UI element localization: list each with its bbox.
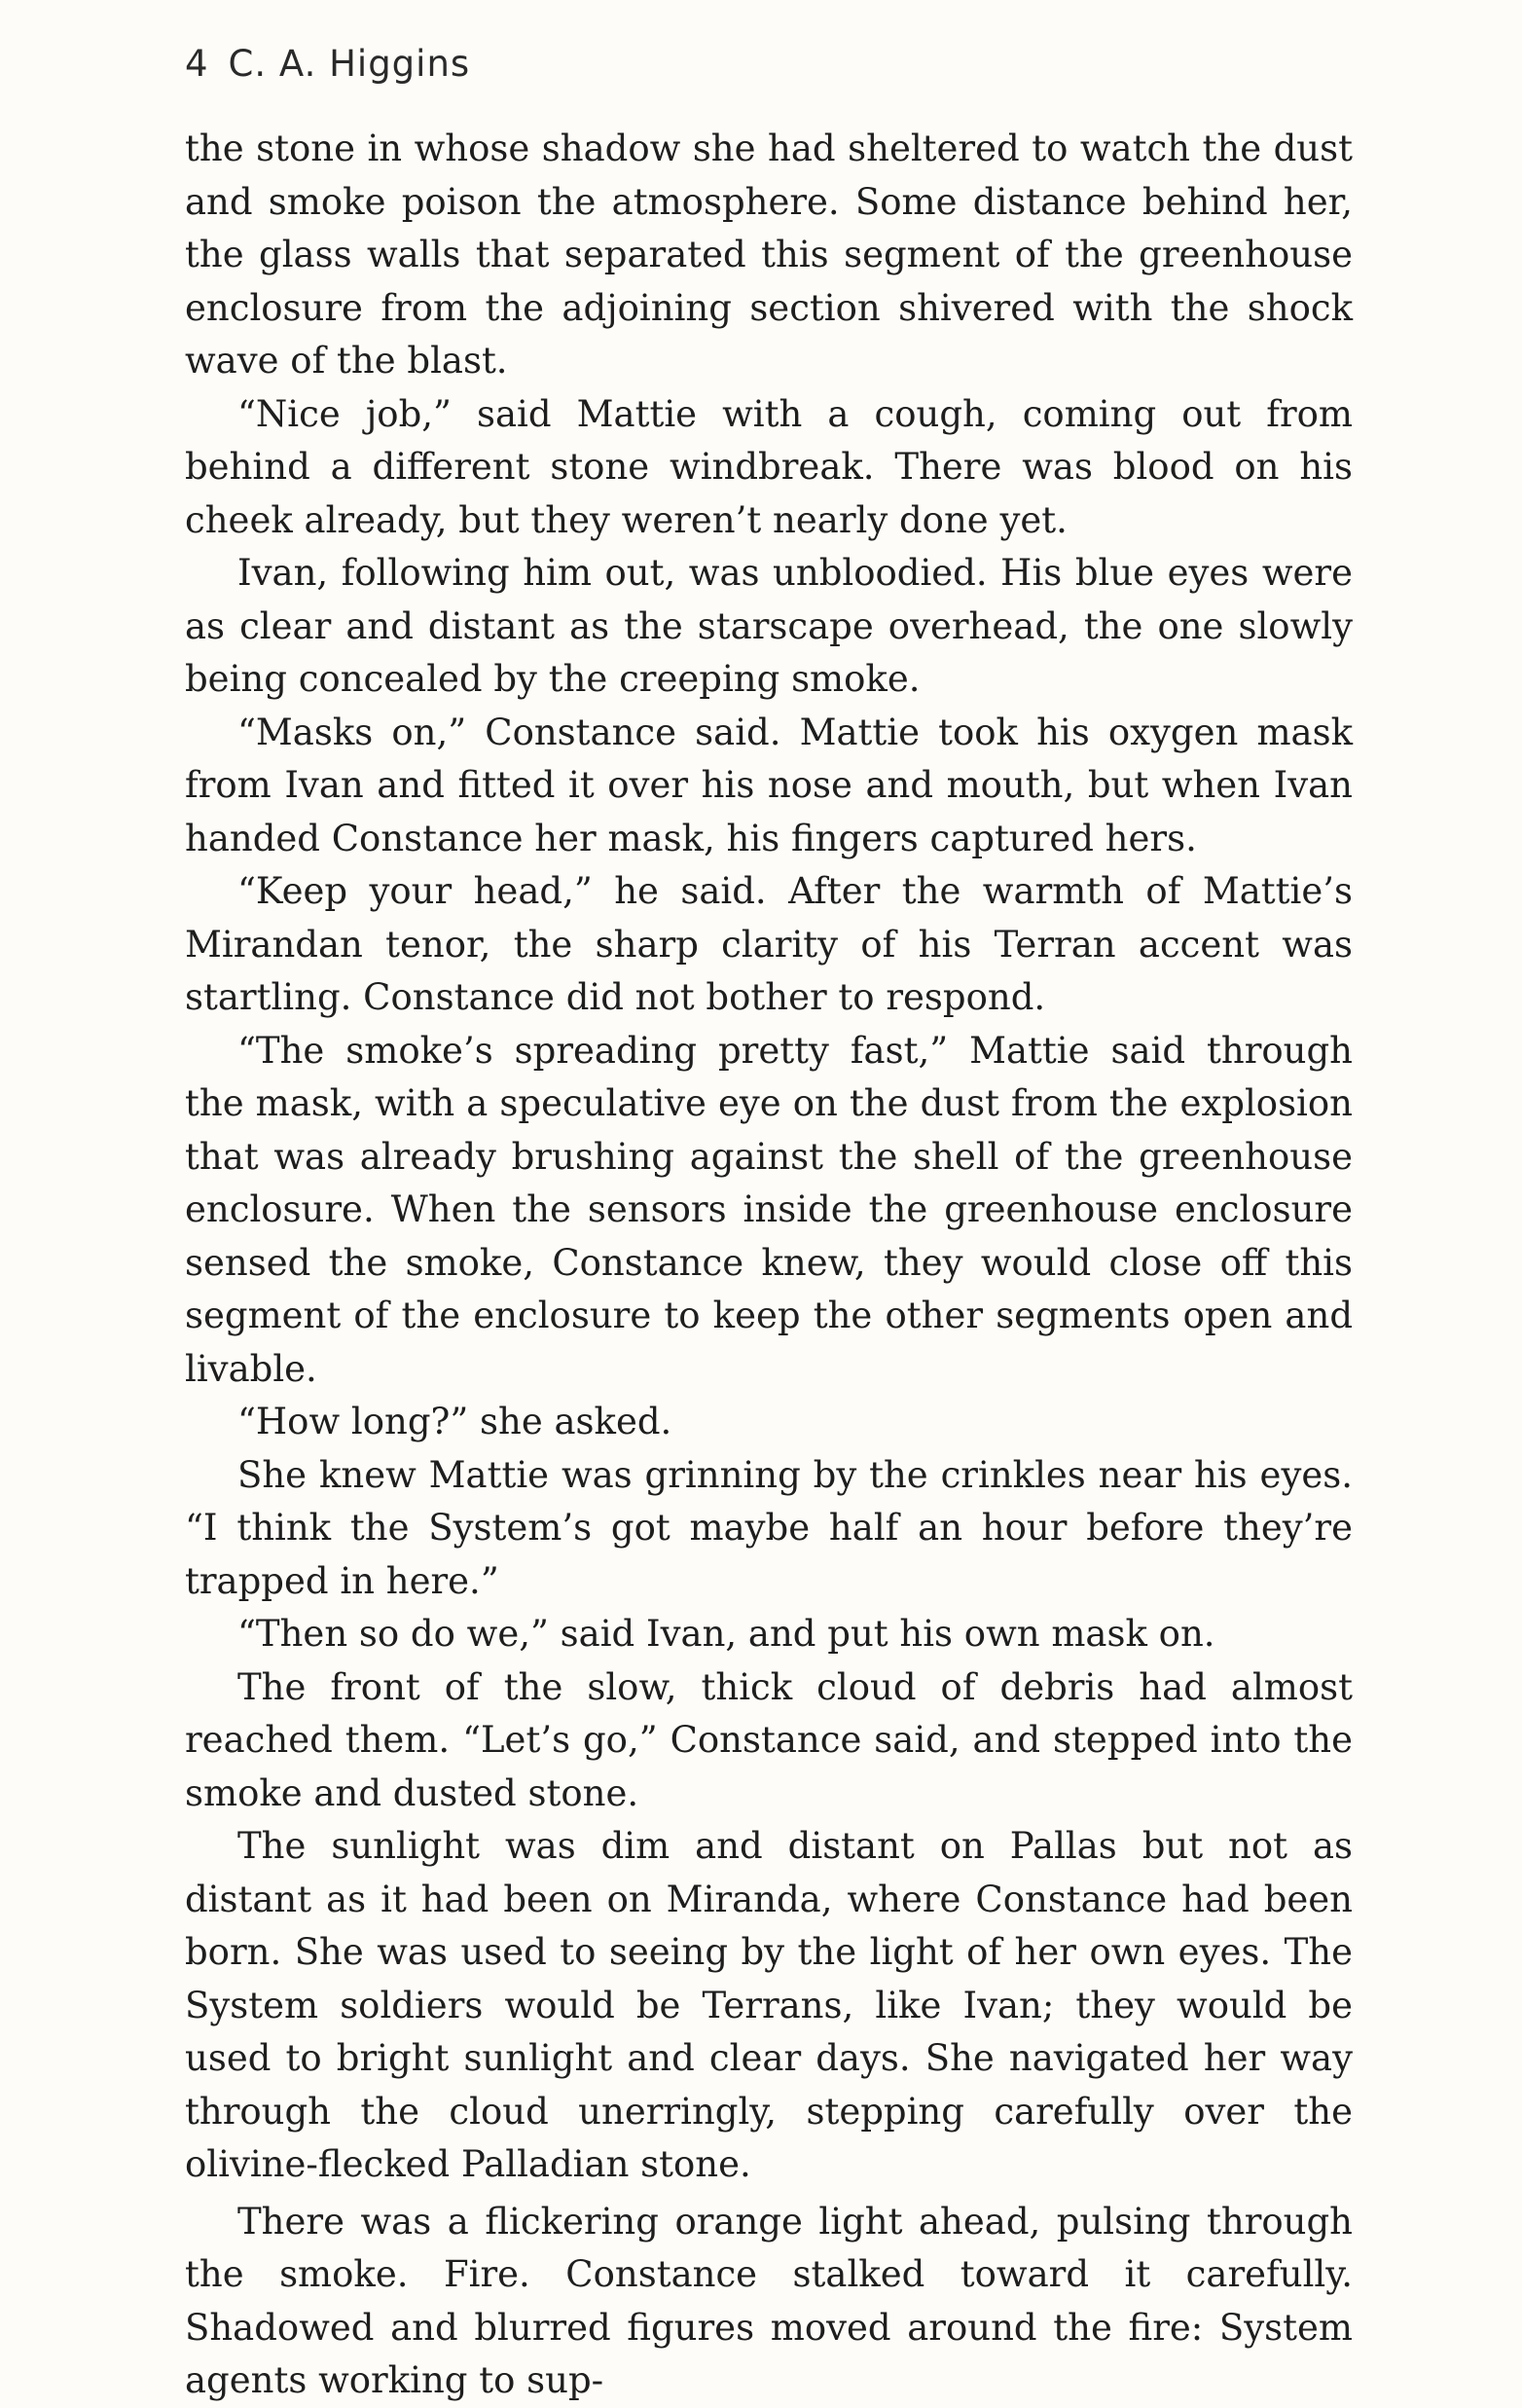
paragraph: “Nice job,” said Mattie with a cough, coming out from behind a different stone windbreak. There was blood on his cheek already, but they weren’t nearly done yet.: [185, 392, 1353, 541]
paragraph: There was a flickering orange light ahead, pulsing through the smoke. Fire. Constance stalked toward it carefully. Shadowed and blurred figures moved around the fire: System agents working to sup-: [185, 2200, 1353, 2401]
running-header: [185, 43, 470, 85]
paragraph: The front of the slow, thick cloud of debris had almost reached them. “Let’s go,” Constance said, and stepped into the smoke and dusted stone.: [185, 1665, 1353, 1814]
paragraph: “Keep your head,” he said. After the warmth of Mattie’s Mirandan tenor, the sharp clarity of his Terran accent was startling. Constance did not bother to respond.: [185, 870, 1353, 1018]
paragraph: “How long?” she asked.: [237, 1401, 672, 1442]
paragraph: She knew Mattie was grinning by the crinkles near his eyes. “I think the System’s got maybe half an hour before they’re trapped in here.”: [185, 1453, 1353, 1602]
author-name: C. A. Higgins: [228, 43, 471, 85]
paragraph: “The smoke’s spreading pretty fast,” Mattie said through the mask, with a speculative eye on the dust from the explosion that was already brushing against the shell of the greenhouse enclosure. When the sensors inside the greenhouse enclosure sensed the smoke, Constance knew, they would close off this segment of the enclosure to keep the other segments open and livable.: [185, 1029, 1353, 1390]
paragraph: The sunlight was dim and distant on Pallas but not as distant as it had been on Miranda, where Constance had been born. She was used to seeing by the light of her own eyes. The System soldiers would be Terrans, like Ivan; they would be used to bright sunlight and clear days. She navigated her way through the cloud unerringly, stepping carefully over the olivine-flecked Palladian stone.: [185, 1825, 1353, 2185]
body-text: [185, 123, 1353, 2408]
page-number: 4: [185, 43, 209, 85]
paragraph: the stone in whose shadow she had sheltered to watch the dust and smoke poison the atmosphere. Some distance behind her, the glass walls that separated this segment of the greenhouse enclosure from the adjoining section shivered with the shock wave of the blast.: [185, 128, 1353, 382]
paragraph: “Masks on,” Constance said. Mattie took his oxygen mask from Ivan and fitted it over his nose and mouth, but when Ivan handed Constance her mask, his fingers captured hers.: [185, 711, 1353, 859]
paragraph: Ivan, following him out, was unbloodied. His blue eyes were as clear and distant as the starscape overhead, the one slowly being concealed by the creeping smoke.: [185, 552, 1353, 700]
paragraph: “Then so do we,” said Ivan, and put his own mask on.: [237, 1613, 1215, 1655]
